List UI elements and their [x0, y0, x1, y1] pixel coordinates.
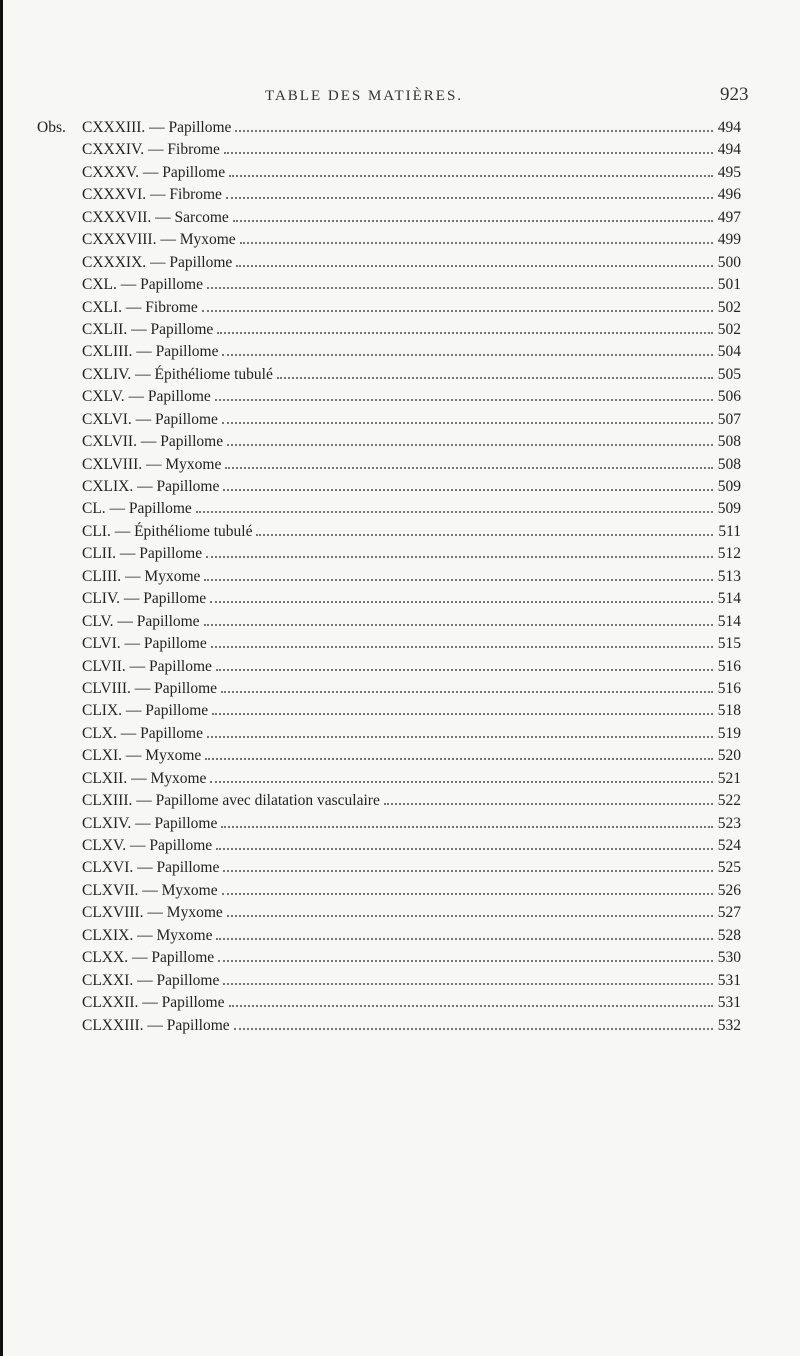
toc-entry — [0, 117, 800, 139]
dot-leader — [227, 443, 713, 446]
toc-entry-line — [82, 902, 741, 924]
toc-entry — [0, 970, 800, 992]
toc-entry-label: CXLII. — Papillome — [82, 320, 214, 338]
toc-entry-label: CLXIV. — Papillome — [82, 814, 218, 832]
dot-leader — [235, 129, 713, 132]
toc-entry-line — [82, 476, 741, 498]
toc-entry — [0, 162, 800, 184]
toc-entry-label: CXLIV. — Épithéliome tubulé — [82, 365, 273, 383]
toc-entry-page: 496 — [717, 186, 741, 204]
dot-leader — [223, 982, 713, 985]
toc-entry-line — [82, 364, 741, 386]
dot-leader — [212, 712, 713, 715]
toc-entry-page: 528 — [717, 926, 741, 944]
toc-entry-page: 501 — [717, 276, 741, 294]
toc-entry-page: 497 — [717, 208, 741, 226]
toc-entry-label: CXLVI. — Papillome — [82, 410, 218, 428]
toc-entry-line — [82, 970, 741, 992]
toc-entry-line — [82, 745, 741, 767]
toc-entry — [0, 521, 800, 543]
page-header — [0, 84, 800, 114]
dot-leader — [216, 668, 713, 671]
toc-entry — [0, 476, 800, 498]
toc-entry-line — [82, 700, 741, 722]
toc-entry-line — [82, 723, 741, 745]
toc-entry — [0, 880, 800, 902]
dot-leader — [277, 376, 713, 379]
dot-leader — [384, 802, 713, 805]
toc-entry-page: 524 — [717, 837, 741, 854]
toc-entry-line — [82, 454, 741, 476]
dot-leader — [204, 578, 713, 581]
dot-leader — [221, 690, 713, 693]
dot-leader — [223, 869, 713, 872]
toc-entry — [0, 768, 800, 790]
toc-entry-line — [82, 252, 741, 274]
toc-entry-label: CLXIII. — Papillome avec dilatation vasculaire — [82, 792, 380, 810]
toc-entry-line — [82, 386, 741, 408]
toc-entry — [0, 454, 800, 476]
toc-entry-line — [82, 992, 741, 1014]
toc-entry-page: 508 — [717, 455, 741, 473]
toc-entry-label: CXXXVI. — Fibrome — [82, 186, 222, 204]
toc-entry-page: 494 — [717, 119, 741, 136]
toc-entry-page: 509 — [717, 478, 741, 495]
toc-entry-label: CLI. — Épithéliome tubulé — [82, 522, 253, 540]
toc-entry-label: CLXXIII. — Papillome — [82, 1016, 230, 1034]
toc-entry — [0, 252, 800, 274]
toc-entry-line — [82, 431, 741, 453]
toc-entry-page: 505 — [717, 365, 741, 383]
dot-leader — [256, 533, 713, 536]
toc-entry — [0, 992, 800, 1014]
toc-entry-line — [82, 790, 741, 812]
toc-entry-label: CLVII. — Papillome — [82, 657, 212, 675]
toc-entry-label: CLX. — Papillome — [82, 724, 203, 742]
dot-leader — [222, 421, 713, 424]
toc-entry-page: 494 — [717, 141, 741, 159]
toc-entry-page: 519 — [717, 724, 741, 742]
toc-entry-page: 526 — [717, 881, 741, 899]
toc-entry-line — [82, 543, 741, 565]
dot-leader — [234, 1027, 713, 1030]
toc-entry-page: 516 — [717, 657, 741, 675]
toc-entry-label: CL. — Papillome — [82, 500, 192, 518]
toc-entry-line — [82, 656, 741, 678]
dot-leader — [215, 398, 713, 401]
dot-leader — [223, 488, 713, 491]
toc-entry-line — [82, 184, 741, 206]
toc-entry-line — [82, 880, 741, 902]
toc-entry-page: 522 — [717, 792, 741, 810]
toc-entry-label: CXL. — Papillome — [82, 276, 203, 294]
toc-entry-page: 511 — [718, 522, 741, 540]
dot-leader — [233, 219, 713, 222]
toc-entry-label: CLIX. — Papillome — [82, 702, 209, 720]
toc-entry-page: 513 — [717, 567, 741, 585]
toc-entry-line — [82, 813, 741, 835]
toc-entry-page: 520 — [717, 747, 741, 765]
toc-entry-label: CLXXI. — Papillome — [82, 971, 220, 989]
toc-entry-line — [82, 498, 741, 520]
dot-leader — [211, 645, 713, 648]
toc-entry-page: 518 — [717, 702, 741, 720]
toc-entry — [0, 633, 800, 655]
toc-entry-label: CLXVIII. — Myxome — [82, 904, 223, 922]
toc-entry-label: CLII. — Papillome — [82, 545, 203, 563]
toc-entry — [0, 857, 800, 879]
toc-entry — [0, 700, 800, 722]
toc-entry-label: CLXVI. — Papillome — [82, 859, 220, 877]
dot-leader — [210, 600, 713, 603]
toc-entry — [0, 409, 800, 431]
toc-entry-page: 499 — [717, 231, 741, 249]
toc-entry-label: CXLIX. — Papillome — [82, 478, 220, 495]
toc-entry-label: CLIV. — Papillome — [82, 590, 207, 608]
page-title: TABLE DES MATIÈRES. — [265, 88, 464, 104]
toc-entry — [0, 184, 800, 206]
toc-entry-page: 514 — [717, 612, 741, 630]
toc-entry-page: 531 — [717, 994, 741, 1012]
toc-entry-page: 504 — [717, 343, 741, 361]
toc-entry-line — [82, 835, 741, 857]
toc-entry-page: 495 — [717, 163, 741, 181]
toc-entry — [0, 835, 800, 857]
dot-leader — [207, 735, 713, 738]
toc-entry-page: 500 — [717, 253, 741, 271]
toc-entry-line — [82, 857, 741, 879]
toc-entry-label: CXXXV. — Papillome — [82, 163, 226, 181]
toc-entry — [0, 364, 800, 386]
dot-leader — [240, 241, 713, 244]
toc-entry-line — [82, 925, 741, 947]
toc-entry-label: CLV. — Papillome — [82, 612, 200, 630]
dot-leader — [221, 825, 713, 828]
dot-leader — [196, 510, 713, 513]
toc-entry-line — [82, 611, 741, 633]
toc-entry-line — [82, 229, 741, 251]
toc-entry-label: CXXXVII. — Sarcome — [82, 208, 229, 226]
toc-entry-page: 509 — [717, 500, 741, 518]
toc-entry-line — [82, 139, 741, 161]
dot-leader — [216, 937, 713, 940]
toc-entry-page: 506 — [717, 388, 741, 406]
toc-entry-label: CLXV. — Papillome — [82, 837, 213, 854]
toc-entry-label: CXXXIII. — Papillome — [82, 119, 232, 136]
toc-entry-label: CLVI. — Papillome — [82, 635, 207, 653]
toc-entry-line — [82, 521, 741, 543]
dot-leader — [227, 914, 713, 917]
dot-leader — [229, 1004, 714, 1007]
toc-entry-page: 523 — [717, 814, 741, 832]
toc-entry-label: CLIII. — Myxome — [82, 567, 201, 585]
toc-entry — [0, 813, 800, 835]
toc-entry-label: CLXI. — Myxome — [82, 747, 202, 765]
toc-entry — [0, 543, 800, 565]
toc-entry — [0, 925, 800, 947]
toc-entry-page: 507 — [717, 410, 741, 428]
dot-leader — [236, 264, 713, 267]
toc-entry-line — [82, 319, 741, 341]
toc-entry — [0, 274, 800, 296]
toc-entry-label: CLVIII. — Papillome — [82, 679, 218, 697]
dot-leader — [206, 555, 713, 558]
dot-leader — [224, 151, 713, 154]
toc-entry — [0, 588, 800, 610]
toc-entry-page: 532 — [717, 1016, 741, 1034]
toc-entry-line — [82, 768, 741, 790]
table-of-contents — [0, 117, 800, 1037]
toc-entry-line — [82, 588, 741, 610]
dot-leader — [210, 780, 713, 783]
dot-leader — [222, 353, 713, 356]
toc-entry-page: 527 — [717, 904, 741, 922]
toc-entry — [0, 745, 800, 767]
toc-entry-label: CXXXVIII. — Myxome — [82, 231, 236, 249]
toc-entry-page: 514 — [717, 590, 741, 608]
toc-entry — [0, 297, 800, 319]
toc-entry-line — [82, 409, 741, 431]
toc-entry — [0, 902, 800, 924]
toc-entry-label: CLXX. — Papillome — [82, 949, 215, 967]
toc-entry-label: CLXIX. — Myxome — [82, 926, 213, 944]
toc-entry — [0, 341, 800, 363]
toc-entry — [0, 139, 800, 161]
toc-entry-line — [82, 678, 741, 700]
toc-entry-page: 516 — [717, 679, 741, 697]
toc-entry-line — [82, 341, 741, 363]
toc-entry-page: 515 — [717, 635, 741, 653]
toc-entry-line — [82, 947, 741, 969]
toc-entry-page: 512 — [717, 545, 741, 563]
toc-entry — [0, 611, 800, 633]
toc-entry — [0, 678, 800, 700]
toc-entry-line — [82, 274, 741, 296]
dot-leader — [218, 959, 713, 962]
toc-entry-label: CXLV. — Papillome — [82, 388, 211, 406]
toc-entry-line — [82, 297, 741, 319]
toc-entry-page: 508 — [717, 433, 741, 451]
dot-leader — [222, 892, 713, 895]
toc-entry-page: 502 — [717, 298, 741, 316]
toc-entry — [0, 656, 800, 678]
dot-leader — [205, 757, 713, 760]
dot-leader — [217, 331, 713, 334]
toc-entry-line — [82, 162, 741, 184]
toc-entry-page: 531 — [717, 971, 741, 989]
toc-entry-label: CXLVII. — Papillome — [82, 433, 224, 451]
page-number: 923 — [720, 84, 749, 105]
toc-entry — [0, 723, 800, 745]
toc-entry — [0, 498, 800, 520]
toc-entry-line — [82, 207, 741, 229]
toc-entry-page: 530 — [717, 949, 741, 967]
toc-entry-line — [82, 1015, 741, 1037]
dot-leader — [216, 847, 713, 850]
toc-entry-line — [82, 566, 741, 588]
dot-leader — [229, 174, 713, 177]
toc-entry — [0, 947, 800, 969]
toc-entry-line — [82, 117, 741, 139]
toc-entry — [0, 431, 800, 453]
toc-entry — [0, 319, 800, 341]
toc-entry-page: 525 — [717, 859, 741, 877]
dot-leader — [207, 286, 713, 289]
toc-entry-label: CLXII. — Myxome — [82, 769, 207, 787]
toc-entry-label: CLXXII. — Papillome — [82, 994, 225, 1012]
toc-entry-line — [82, 633, 741, 655]
toc-entry — [0, 790, 800, 812]
toc-entry — [0, 207, 800, 229]
toc-entry — [0, 566, 800, 588]
dot-leader — [204, 623, 713, 626]
dot-leader — [226, 196, 713, 199]
toc-entry-label: CXXXIV. — Fibrome — [82, 141, 220, 159]
toc-entry-page: 502 — [717, 320, 741, 338]
toc-entry — [0, 229, 800, 251]
toc-entry-label: CXLVIII. — Myxome — [82, 455, 222, 473]
dot-leader — [202, 309, 713, 312]
toc-entry-label: CLXVII. — Myxome — [82, 881, 218, 899]
dot-leader — [225, 466, 713, 469]
toc-entry — [0, 1015, 800, 1037]
toc-entry — [0, 386, 800, 408]
toc-entry-label: CXXXIX. — Papillome — [82, 253, 233, 271]
obs-prefix: Obs. — [37, 119, 66, 136]
toc-entry-label: CXLI. — Fibrome — [82, 298, 198, 316]
toc-entry-label: CXLIII. — Papillome — [82, 343, 219, 361]
toc-entry-page: 521 — [717, 769, 741, 787]
